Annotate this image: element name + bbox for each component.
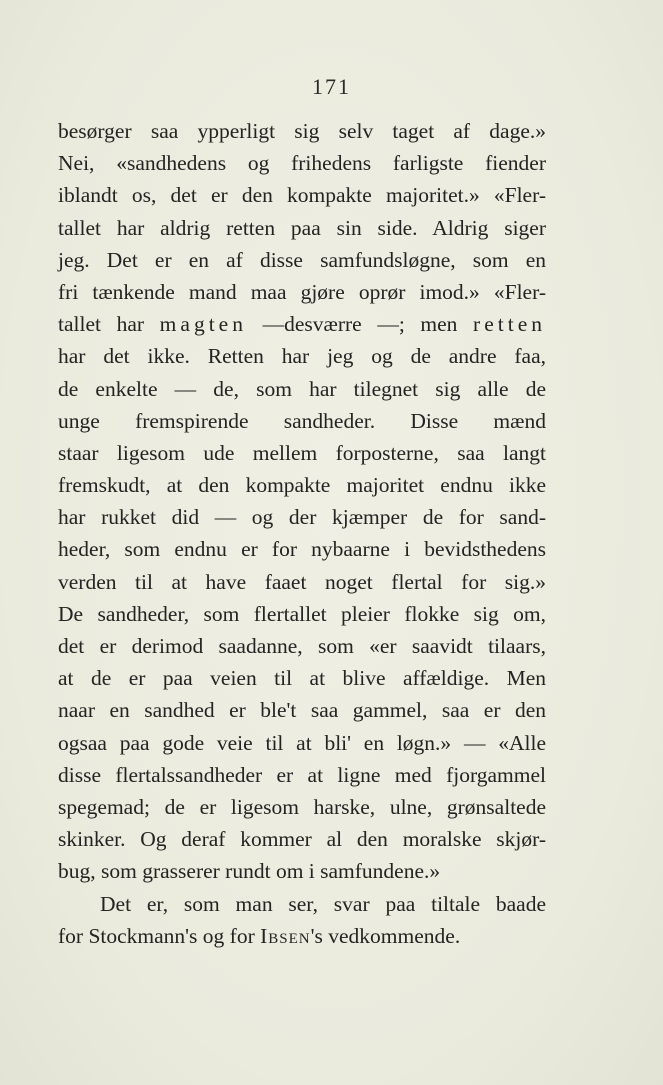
page-number: 171 (312, 74, 351, 99)
text-line-5: jeg. Det er en af disse samfundsløgne, som en (58, 247, 546, 272)
text-line-1: besørger saa ypperligt sig selv taget af dage.» (58, 119, 546, 143)
spaced-word-retten: retten (473, 312, 546, 337)
text-line-2: Nei, «sandhedens og frihedens farligste fiender (58, 151, 546, 176)
text-line-18: at de er paa veien til at blive affældige. Men (58, 666, 546, 691)
text-line-25: Det er, som man ser, svar paa tiltale baade (100, 891, 546, 916)
text-line-4: tallet har aldrig retten paa sin side. Aldrig siger (58, 215, 546, 240)
text-line-21: disse flertalssandheder er at ligne med fjorgammel (58, 762, 546, 787)
text-line-7-pre: tallet har (58, 312, 160, 337)
text-line-6: fri tænkende mand maa gjøre oprør imod.» «Fler- (58, 279, 546, 304)
text-line-24: bug, som grasserer rundt om i samfundene.» (58, 859, 441, 884)
text-line-11: staar ligesom ude mellem forposterne, saa langt (58, 440, 546, 465)
text-line-9: de enkelte — de, som har tilegnet sig alle de (58, 376, 546, 401)
small-caps-name: Ibsen (260, 923, 311, 948)
text-line-26 (58, 920, 546, 952)
body-text (58, 115, 546, 952)
text-line-26-pre: for Stockmann's og for (58, 923, 261, 948)
text-line-20: ogsaa paa gode veie til at bli' en løgn.» — «Alle (58, 730, 546, 755)
text-line-3: iblandt os, det er den kompakte majoritet.» «Fler- (58, 183, 546, 208)
text-line-16: De sandheder, som flertallet pleier flokke sig om, (58, 601, 546, 626)
text-line-15: verden til at have faaet noget flertal for sig.» (58, 569, 546, 594)
text-line-26-post: 's vedkommende. (310, 923, 461, 948)
text-line-22: spegemad; de er ligesom harske, ulne, grønsaltede (58, 794, 546, 819)
text-line-12: fremskudt, at den kompakte majoritet endnu ikke (58, 473, 546, 498)
text-line-10: unge fremspirende sandheder. Disse mænd (58, 408, 546, 433)
text-line-7-mid: —desværre —; men (246, 312, 474, 337)
spaced-word-magten: magten (159, 312, 247, 337)
text-line-19: naar en sandhed er ble't saa gammel, saa er den (58, 698, 546, 723)
text-line-13: har rukket did — og der kjæmper de for sand- (58, 505, 546, 530)
text-line-17: det er derimod saadanne, som «er saavidt tilaars, (58, 634, 546, 658)
text-line-7 (58, 308, 546, 340)
text-line-23: skinker. Og deraf kommer al den moralske skjør- (58, 827, 546, 852)
text-line-8: har det ikke. Retten har jeg og de andre faa, (58, 344, 546, 369)
text-line-14: heder, som endnu er for nybaarne i bevidsthedens (58, 537, 546, 562)
